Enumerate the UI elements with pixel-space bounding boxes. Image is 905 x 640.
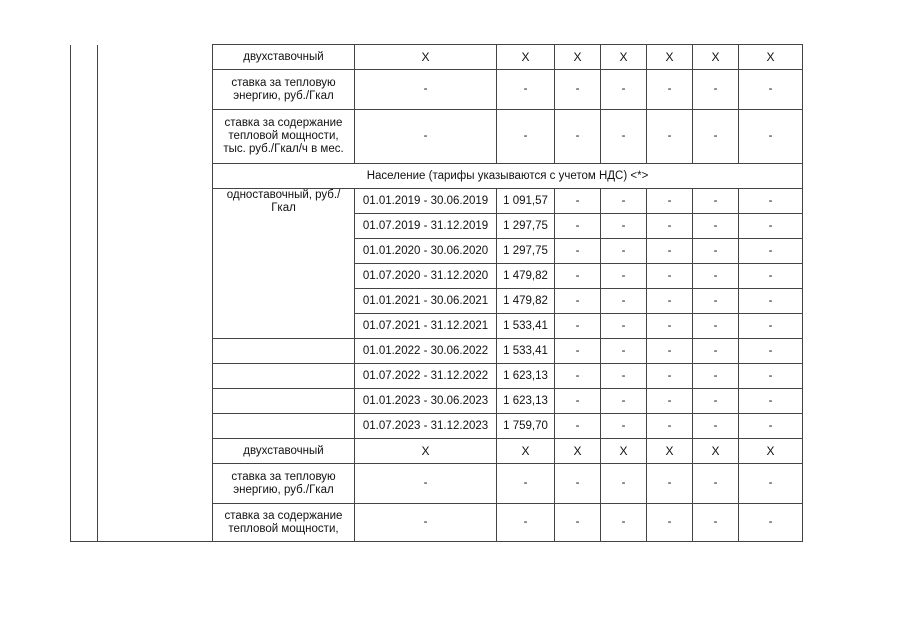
dash-cell: - xyxy=(739,70,803,110)
x-mark: X xyxy=(601,45,647,70)
dash-cell: - xyxy=(355,110,497,164)
value-cell: 1 479,82 xyxy=(497,289,555,314)
dash-cell: - xyxy=(555,239,601,264)
dash-cell: - xyxy=(497,110,555,164)
empty-cell xyxy=(98,45,213,189)
empty-cell xyxy=(213,339,355,364)
document-page xyxy=(70,44,803,542)
dash-cell: - xyxy=(647,239,693,264)
table-row xyxy=(71,414,803,439)
dash-cell: - xyxy=(739,264,803,289)
dash-cell: - xyxy=(693,389,739,414)
dash-cell: - xyxy=(647,414,693,439)
dash-cell: - xyxy=(601,264,647,289)
dash-cell: - xyxy=(601,214,647,239)
table-row xyxy=(71,314,803,339)
dash-cell: - xyxy=(555,264,601,289)
dash-cell: - xyxy=(647,70,693,110)
dash-cell: - xyxy=(739,339,803,364)
period-cell: 01.07.2020 - 31.12.2020 xyxy=(355,264,497,289)
value-cell: 1 091,57 xyxy=(497,189,555,214)
period-cell: 01.07.2019 - 31.12.2019 xyxy=(355,214,497,239)
dash-cell: - xyxy=(497,464,555,504)
dash-cell: - xyxy=(693,239,739,264)
dash-cell: - xyxy=(739,314,803,339)
dash-cell: - xyxy=(355,70,497,110)
dash-cell: - xyxy=(601,464,647,504)
dash-cell: - xyxy=(601,70,647,110)
x-mark: X xyxy=(601,439,647,464)
value-cell: 1 297,75 xyxy=(497,239,555,264)
dash-cell: - xyxy=(555,339,601,364)
x-mark: X xyxy=(355,439,497,464)
dash-cell: - xyxy=(693,214,739,239)
dash-cell: - xyxy=(601,239,647,264)
period-cell: 01.01.2019 - 30.06.2019 xyxy=(355,189,497,214)
dash-cell: - xyxy=(647,389,693,414)
dash-cell: - xyxy=(555,189,601,214)
dash-cell: - xyxy=(355,464,497,504)
period-cell: 01.01.2021 - 30.06.2021 xyxy=(355,289,497,314)
x-mark: X xyxy=(647,439,693,464)
dash-cell: - xyxy=(647,504,693,542)
value-cell: 1 623,13 xyxy=(497,364,555,389)
dash-cell: - xyxy=(601,189,647,214)
dash-cell: - xyxy=(693,464,739,504)
dash-cell: - xyxy=(693,504,739,542)
dash-cell: - xyxy=(555,504,601,542)
dash-cell: - xyxy=(555,214,601,239)
empty-cell xyxy=(71,45,98,189)
x-mark: X xyxy=(355,45,497,70)
dash-cell: - xyxy=(601,339,647,364)
x-mark: X xyxy=(647,45,693,70)
value-cell: 1 479,82 xyxy=(497,264,555,289)
dash-cell: - xyxy=(739,389,803,414)
dash-cell: - xyxy=(693,289,739,314)
x-mark: X xyxy=(739,439,803,464)
dash-cell: - xyxy=(647,189,693,214)
dash-cell: - xyxy=(601,314,647,339)
dash-cell: - xyxy=(693,414,739,439)
dash-cell: - xyxy=(601,504,647,542)
value-cell: 1 533,41 xyxy=(497,339,555,364)
dash-cell: - xyxy=(739,414,803,439)
x-mark: X xyxy=(739,45,803,70)
dash-cell: - xyxy=(647,264,693,289)
dash-cell: - xyxy=(555,70,601,110)
period-cell: 01.07.2021 - 31.12.2021 xyxy=(355,314,497,339)
dash-cell: - xyxy=(555,314,601,339)
dash-cell: - xyxy=(693,110,739,164)
table-row xyxy=(71,289,803,314)
dash-cell: - xyxy=(601,389,647,414)
dash-cell: - xyxy=(647,339,693,364)
rate-capacity-label: ставка за содержание тепловой мощности, тыс. руб./Гкал/ч в мес. xyxy=(213,110,355,164)
x-mark: X xyxy=(555,439,601,464)
empty-cell xyxy=(213,364,355,389)
period-cell: 01.01.2022 - 30.06.2022 xyxy=(355,339,497,364)
table-row xyxy=(71,45,803,70)
dash-cell: - xyxy=(739,239,803,264)
dash-cell: - xyxy=(739,110,803,164)
dash-cell: - xyxy=(693,364,739,389)
dash-cell: - xyxy=(555,464,601,504)
table-row xyxy=(71,464,803,504)
dash-cell: - xyxy=(739,504,803,542)
tariff-table xyxy=(70,44,803,542)
dash-cell: - xyxy=(601,414,647,439)
period-cell: 01.07.2023 - 31.12.2023 xyxy=(355,414,497,439)
table-row xyxy=(71,214,803,239)
dash-cell: - xyxy=(601,364,647,389)
table-row xyxy=(71,504,803,542)
table-row xyxy=(71,439,803,464)
empty-cell xyxy=(213,389,355,414)
empty-cell xyxy=(213,414,355,439)
dash-cell: - xyxy=(647,214,693,239)
dash-cell: - xyxy=(693,339,739,364)
x-mark: X xyxy=(497,439,555,464)
x-mark: X xyxy=(693,439,739,464)
one-rate-label: одноставочный, руб./Гкал xyxy=(213,189,355,339)
table-row xyxy=(71,339,803,364)
dash-cell: - xyxy=(693,70,739,110)
value-cell: 1 623,13 xyxy=(497,389,555,414)
dash-cell: - xyxy=(555,389,601,414)
table-row xyxy=(71,364,803,389)
dash-cell: - xyxy=(739,464,803,504)
dash-cell: - xyxy=(739,364,803,389)
x-mark: X xyxy=(693,45,739,70)
dash-cell: - xyxy=(693,314,739,339)
dash-cell: - xyxy=(555,364,601,389)
dash-cell: - xyxy=(497,504,555,542)
value-cell: 1 297,75 xyxy=(497,214,555,239)
dash-cell: - xyxy=(497,70,555,110)
dash-cell: - xyxy=(555,110,601,164)
dash-cell: - xyxy=(647,314,693,339)
period-cell: 01.07.2022 - 31.12.2022 xyxy=(355,364,497,389)
dash-cell: - xyxy=(555,414,601,439)
dash-cell: - xyxy=(693,264,739,289)
two-rate-label: двухставочный xyxy=(213,439,355,464)
population-header: Население (тарифы указываются с учетом НДС) <*> xyxy=(213,164,803,189)
rate-capacity-label: ставка за содержание тепловой мощности, xyxy=(213,504,355,542)
value-cell: 1 759,70 xyxy=(497,414,555,439)
table-row xyxy=(71,264,803,289)
dash-cell: - xyxy=(693,189,739,214)
dash-cell: - xyxy=(647,289,693,314)
x-mark: X xyxy=(555,45,601,70)
dash-cell: - xyxy=(739,214,803,239)
value-cell: 1 533,41 xyxy=(497,314,555,339)
table-row xyxy=(71,189,803,214)
two-rate-label: двухставочный xyxy=(213,45,355,70)
dash-cell: - xyxy=(555,289,601,314)
table-row xyxy=(71,389,803,414)
table-row xyxy=(71,239,803,264)
dash-cell: - xyxy=(601,289,647,314)
dash-cell: - xyxy=(647,364,693,389)
rate-energy-label: ставка за тепловую энергию, руб./Гкал xyxy=(213,70,355,110)
rate-energy-label: ставка за тепловую энергию, руб./Гкал xyxy=(213,464,355,504)
dash-cell: - xyxy=(739,189,803,214)
dash-cell: - xyxy=(739,289,803,314)
x-mark: X xyxy=(497,45,555,70)
period-cell: 01.01.2023 - 30.06.2023 xyxy=(355,389,497,414)
period-cell: 01.01.2020 - 30.06.2020 xyxy=(355,239,497,264)
dash-cell: - xyxy=(647,464,693,504)
dash-cell: - xyxy=(355,504,497,542)
dash-cell: - xyxy=(647,110,693,164)
dash-cell: - xyxy=(601,110,647,164)
